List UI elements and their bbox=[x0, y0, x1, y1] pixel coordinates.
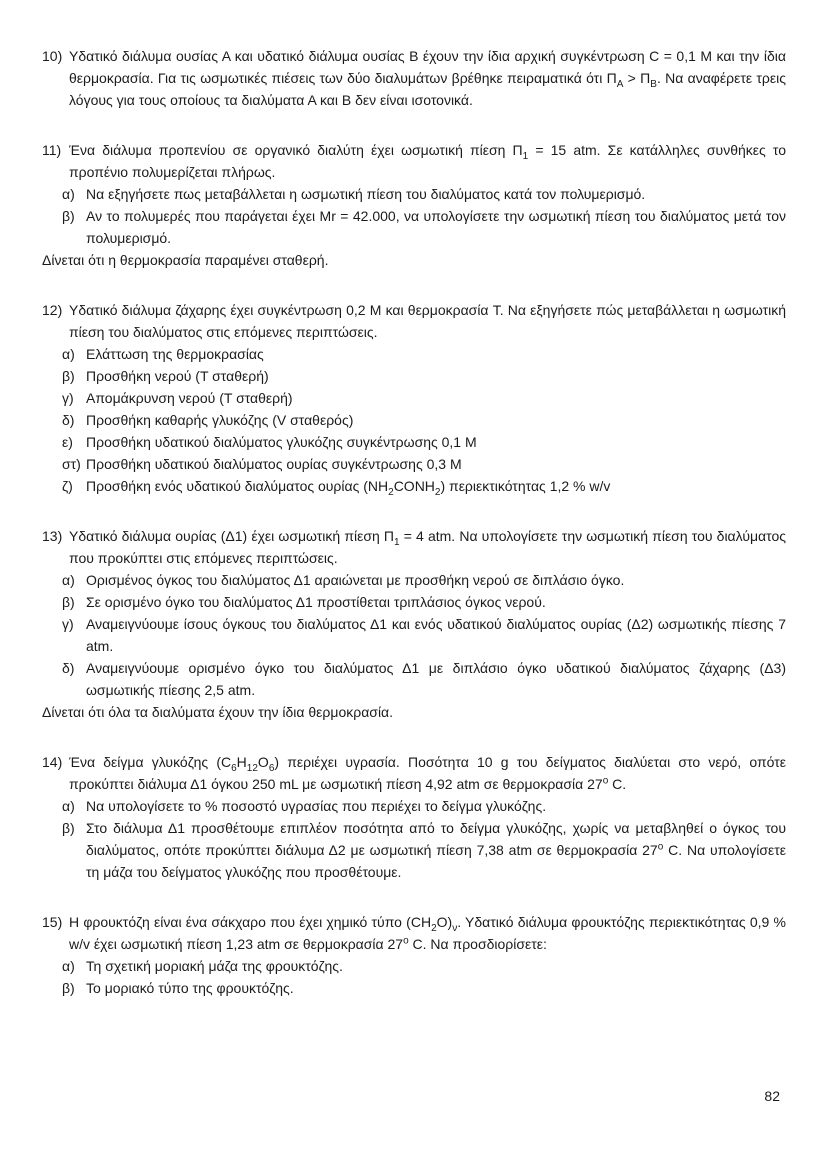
problem-item-label: β) bbox=[62, 594, 75, 610]
problem-number: 14) bbox=[42, 754, 63, 770]
problem-item-label: δ) bbox=[62, 660, 75, 676]
problem-item-text: Αν το πολυμερές που παράγεται έχει Mr = 42.000, να υπολογίσετε την ωσμωτική πίεση του διαλύματος μετά τον πολυμερισμό. bbox=[86, 208, 786, 246]
problem-intro: Ένα διάλυμα προπενίου σε οργανικό διαλύτη έχει ωσμωτική πίεση $\Pi_1 = 15$ atm. Σε κατάλληλες συνθήκες το προπένιο πολυμερίζεται πλήρως. bbox=[69, 142, 787, 180]
problem-item bbox=[62, 343, 786, 365]
problem-item bbox=[62, 365, 786, 387]
problem-item-text: Ελάττωση της θερμοκρασίας bbox=[86, 346, 264, 362]
problem-item bbox=[62, 657, 786, 701]
problem-intro-row bbox=[42, 525, 786, 569]
problem-number: 11) bbox=[42, 142, 62, 158]
problem-10 bbox=[42, 45, 786, 111]
problem-14 bbox=[42, 751, 786, 883]
problems bbox=[42, 45, 786, 999]
problem-item bbox=[62, 613, 786, 657]
problem-item bbox=[62, 409, 786, 431]
problem-intro-row bbox=[42, 751, 786, 795]
page-number: 82 bbox=[764, 1088, 780, 1104]
problem-item-label: β) bbox=[62, 368, 75, 384]
problem-12 bbox=[42, 299, 786, 497]
problem-number: 15) bbox=[42, 914, 63, 930]
problem-note: Δίνεται ότι η θερμοκρασία παραμένει σταθερή. bbox=[42, 252, 329, 268]
problem-intro-row bbox=[42, 139, 786, 183]
problem-item bbox=[62, 205, 786, 249]
problem-item bbox=[62, 475, 786, 497]
problem-item bbox=[62, 977, 786, 999]
problem-item-text: Προσθήκη υδατικού διαλύματος ουρίας συγκέντρωσης 0,3 M bbox=[86, 456, 462, 472]
problem-item-text: Απομάκρυνση νερού (T σταθερή) bbox=[86, 390, 293, 406]
problem-item-label: γ) bbox=[62, 616, 74, 632]
problem-intro: Υδατικό διάλυμα ουσίας Α και υδατικό διάλυμα ουσίας Β έχουν την ίδια αρχική συγκέντρωση C = 0,1 M και την ίδια θερμοκρασία. Για τις ωσμωτικές πιέσεις των δύο διαλυμάτων βρέθηκε πειραματικά ότι $\Pi_A > \Pi_B$. Να αναφέρετε τρεις λόγους για τους οποίους τα διαλύματα Α και Β δεν είναι ισοτονικά. bbox=[69, 48, 786, 108]
problem-intro: Η φρουκτόζη είναι ένα σάκχαρο που έχει χημικό τύπο $(CH_2O)_\nu$. Υδατικό διάλυμα φρουκτόζης περιεκτικότητας 0,9 % w/v έχει ωσμωτική πίεση 1,23 atm σε θερμοκρασία $27^o$ C. Να προσδιορίσετε: bbox=[69, 914, 786, 952]
problem-13 bbox=[42, 525, 786, 723]
problem-item-label: ε) bbox=[62, 434, 73, 450]
problem-item-label: α) bbox=[62, 186, 75, 202]
problem-item-text: Στο διάλυμα Δ1 προσθέτουμε επιπλέον ποσότητα από το δείγμα γλυκόζης, χωρίς να μεταβληθεί ο όγκος του διαλύματος, οπότε προκύπτει διάλυμα Δ2 με ωσμωτική πίεση 7,38 atm σε θερμοκρασία $27^o$ C. Να υπολογίσετε τη μάζα του δείγματος γλυκόζης που προσθέτουμε. bbox=[86, 820, 787, 880]
problem-item-text: Σε ορισμένο όγκο του διαλύματος Δ1 προστίθεται τριπλάσιος όγκος νερού. bbox=[86, 594, 546, 610]
problem-11 bbox=[42, 139, 786, 271]
problem-item-text: Τη σχετική μοριακή μάζα της φρουκτόζης. bbox=[86, 958, 343, 974]
problem-item-label: β) bbox=[62, 820, 75, 836]
problem-item-label: α) bbox=[62, 798, 75, 814]
problem-item-text: Προσθήκη νερού (T σταθερή) bbox=[86, 368, 269, 384]
problem-item bbox=[62, 387, 786, 409]
problem-note: Δίνεται ότι όλα τα διαλύματα έχουν την ίδια θερμοκρασία. bbox=[42, 704, 394, 720]
problem-intro: Υδατικό διάλυμα ουρίας (Δ1) έχει ωσμωτική πίεση $\Pi_1 = 4$ atm. Να υπολογίσετε την ωσμωτική πίεση του διαλύματος που προκύπτει στις επόμενες περιπτώσεις. bbox=[69, 528, 786, 566]
problem-item bbox=[62, 431, 786, 453]
problem-item-text: Αναμειγνύουμε ορισμένο όγκο του διαλύματος Δ1 με διπλάσιο όγκο υδατικού διαλύματος ζάχαρης (Δ3) ωσμωτικής πίεσης 2,5 atm. bbox=[86, 660, 786, 698]
problem-item-label: α) bbox=[62, 572, 75, 588]
problem-item-text: Να εξηγήσετε πως μεταβάλλεται η ωσμωτική πίεση του διαλύματος κατά τον πολυμερισμό. bbox=[86, 186, 646, 202]
problem-intro-row bbox=[42, 299, 786, 343]
problem-item-text: Προσθήκη καθαρής γλυκόζης (V σταθερός) bbox=[86, 412, 354, 428]
problem-item-text: Ορισμένος όγκος του διαλύματος Δ1 αραιώνεται με προσθήκη νερού σε διπλάσιο όγκο. bbox=[86, 572, 625, 588]
problem-number: 10) bbox=[42, 48, 63, 64]
problem-item-text: Αναμειγνύουμε ίσους όγκους του διαλύματος Δ1 και ενός υδατικού διαλύματος ουρίας (Δ2) ωσμωτικής πίεσης 7 atm. bbox=[86, 616, 786, 654]
problem-intro: Υδατικό διάλυμα ζάχαρης έχει συγκέντρωση 0,2 M και θερμοκρασία T. Να εξηγήσετε πώς μεταβάλλεται η ωσμωτική πίεση του διαλύματος στις επόμενες περιπτώσεις. bbox=[69, 302, 786, 340]
problem-item-label: δ) bbox=[62, 412, 75, 428]
problem-item-label: β) bbox=[62, 208, 75, 224]
problem-15 bbox=[42, 911, 786, 999]
problem-item bbox=[62, 183, 786, 205]
problem-intro-row bbox=[42, 911, 786, 955]
problem-item-label: α) bbox=[62, 958, 75, 974]
problem-item bbox=[62, 591, 786, 613]
problem-item bbox=[62, 955, 786, 977]
problem-intro-row bbox=[42, 45, 786, 111]
problem-intro: Ένα δείγμα γλυκόζης $(C_6H_{12}O_6)$ περιέχει υγρασία. Ποσότητα 10 g του δείγματος διαλύεται στο νερό, οπότε προκύπτει διάλυμα Δ1 όγκου 250 mL με ωσμωτική πίεση 4,92 atm σε θερμοκρασία $27^o$ C. bbox=[69, 754, 786, 792]
problem-item bbox=[62, 795, 786, 817]
problem-item bbox=[62, 453, 786, 475]
problem-item-label: ζ) bbox=[62, 478, 73, 494]
problem-number: 12) bbox=[42, 302, 63, 318]
problem-number: 13) bbox=[42, 528, 63, 544]
problem-item-label: β) bbox=[62, 980, 75, 996]
problem-item-label: γ) bbox=[62, 390, 74, 406]
problem-item-label: στ) bbox=[62, 456, 81, 472]
problem-item-text: Να υπολογίσετε το % ποσοστό υγρασίας που περιέχει το δείγμα γλυκόζης. bbox=[86, 798, 547, 814]
problem-item bbox=[62, 817, 786, 883]
problem-item bbox=[62, 569, 786, 591]
problem-item-label: α) bbox=[62, 346, 75, 362]
problem-item-text: Προσθήκη ενός υδατικού διαλύματος ουρίας $(NH_2CONH_2)$ περιεκτικότητας 1,2 % w/v bbox=[86, 478, 611, 498]
problem-item-text: Προσθήκη υδατικού διαλύματος γλυκόζης συγκέντρωσης 0,1 M bbox=[86, 434, 477, 450]
problem-item-text: Το μοριακό τύπο της φρουκτόζης. bbox=[86, 980, 294, 996]
